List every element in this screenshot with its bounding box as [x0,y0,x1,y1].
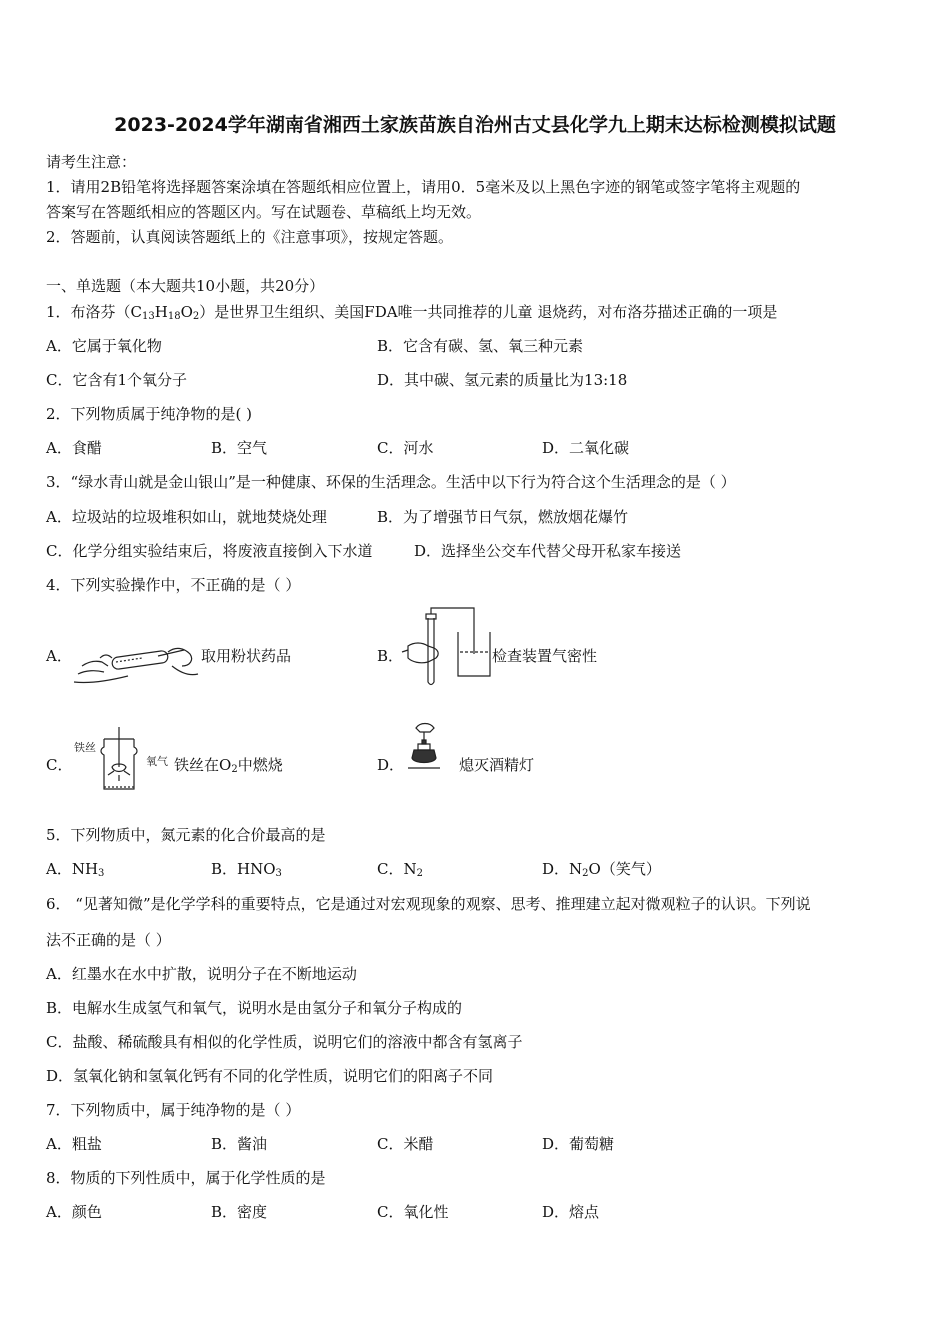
question-6-stem-a: 6． “见著知微”是化学学科的重要特点，它是通过对宏观现象的观察、思考、推理建立起对微观粒子的认识。下列说 [46,895,811,913]
q3-option-a: A．垃圾站的垃圾堆积如山，就地焚烧处理 [46,508,327,526]
section-heading: 一、单选题（本大题共10小题，共20分） [46,277,325,295]
q5-option-d: D．$N_2O$（笑气） [542,860,661,879]
q4-option-b-letter: B． [377,647,404,665]
question-8-stem: 8．物质的下列性质中，属于化学性质的是 [46,1169,326,1187]
question-7-stem: 7．下列物质中，属于纯净物的是（ ） [46,1101,301,1119]
q2-option-d: D．二氧化碳 [542,439,630,457]
iron-wire-fig-label: 铁丝 [74,741,96,754]
notice-heading: 请考生注意： [46,153,137,171]
question-2-stem: 2．下列物质属于纯净物的是( ) [46,405,253,423]
q8-option-d: D．熔点 [542,1203,600,1221]
q3-option-c: C．化学分组实验结束后，将废液直接倒入下水道 [46,542,373,560]
question-4-stem: 4．下列实验操作中，不正确的是（ ） [46,576,301,594]
page-title: 2023-2024学年湖南省湘西土家族苗族自治州古丈县化学九上期末达标检测模拟试题 [114,114,836,136]
question-5-stem: 5．下列物质中，氮元素的化合价最高的是 [46,826,326,844]
iron-wire-combustion-figure [74,727,178,791]
notice-line-1a: 1．请用2B铅笔将选择题答案涂填在答题纸相应位置上，请用0．5毫米及以上黑色字迹的钢笔或签字笔将主观题的 [46,178,801,196]
q6-option-b: B．电解水生成氢气和氧气，说明水是由氢分子和氧分子构成的 [46,999,463,1017]
q1-option-d: D．其中碳、氢元素的质量比为13:18 [377,371,628,389]
oxygen-fig-label: 氧气 [146,755,168,768]
q5-option-a: A．$NH_3$ [46,860,105,879]
q3-option-d: D．选择坐公交车代替父母开私家车接送 [414,542,682,560]
question-1-stem: 1．布洛芬$(C_{13}H_{18}O_2)$是世界卫生组织、美国FDA唯一共同推荐的儿童 退烧药，对布洛芬描述正确的一项是 [46,303,778,322]
q4-option-c-letter: C． [46,756,73,774]
q6-option-c: C．盐酸、稀硫酸具有相似的化学性质，说明它们的溶液中都含有氢离子 [46,1033,523,1051]
q1-option-a: A．它属于氧化物 [46,337,162,355]
q8-option-c: C．氧化性 [377,1203,449,1221]
q1-option-b: B．它含有碳、氢、氧三种元素 [377,337,584,355]
question-3-stem: 3．“绿水青山就是金山银山”是一种健康、环保的生活理念。生活中以下行为符合这个生活理念的是（ ） [46,473,736,491]
q4-option-d-letter: D． [377,756,405,774]
q6-option-a: A．红墨水在水中扩散，说明分子在不断地运动 [46,965,357,983]
q8-option-a: A．颜色 [46,1203,102,1221]
alcohol-lamp-figure [400,720,450,778]
powder-sampling-figure [72,636,200,690]
q7-option-a: A．粗盐 [46,1135,102,1153]
q2-option-a: A．食醋 [46,439,102,457]
q4-option-a-letter: A． [46,647,72,665]
q5-option-c: C．$N_2$ [377,860,423,879]
question-6-stem-b: 法不正确的是（ ） [46,931,171,949]
q4-option-d-label: 熄灭酒精灯 [459,756,535,774]
q4-option-b-label: 检查装置气密性 [492,647,598,665]
notice-line-2: 2．答题前，认真阅读答题纸上的《注意事项》，按规定答题。 [46,228,454,246]
q6-option-d: D．氢氧化钠和氢氧化钙有不同的化学性质，说明它们的阳离子不同 [46,1067,494,1085]
q8-option-b: B．密度 [211,1203,268,1221]
q7-option-d: D．葡萄糖 [542,1135,615,1153]
q4-option-a-label: 取用粉状药品 [201,647,292,665]
q1-option-c: C．它含有1个氧分子 [46,371,188,389]
airtightness-check-figure [400,604,492,688]
q2-option-b: B．空气 [211,439,268,457]
q4-option-c-label: 铁丝在$O_2$中燃烧 [174,756,283,775]
q5-option-b: B．$HNO_3$ [211,860,282,879]
q7-option-b: B．酱油 [211,1135,268,1153]
q3-option-b: B．为了增强节日气氛，燃放烟花爆竹 [377,508,629,526]
q2-option-c: C．河水 [377,439,434,457]
notice-line-1b: 答案写在答题纸相应的答题区内。写在试题卷、草稿纸上均无效。 [46,203,482,221]
q7-option-c: C．米醋 [377,1135,434,1153]
